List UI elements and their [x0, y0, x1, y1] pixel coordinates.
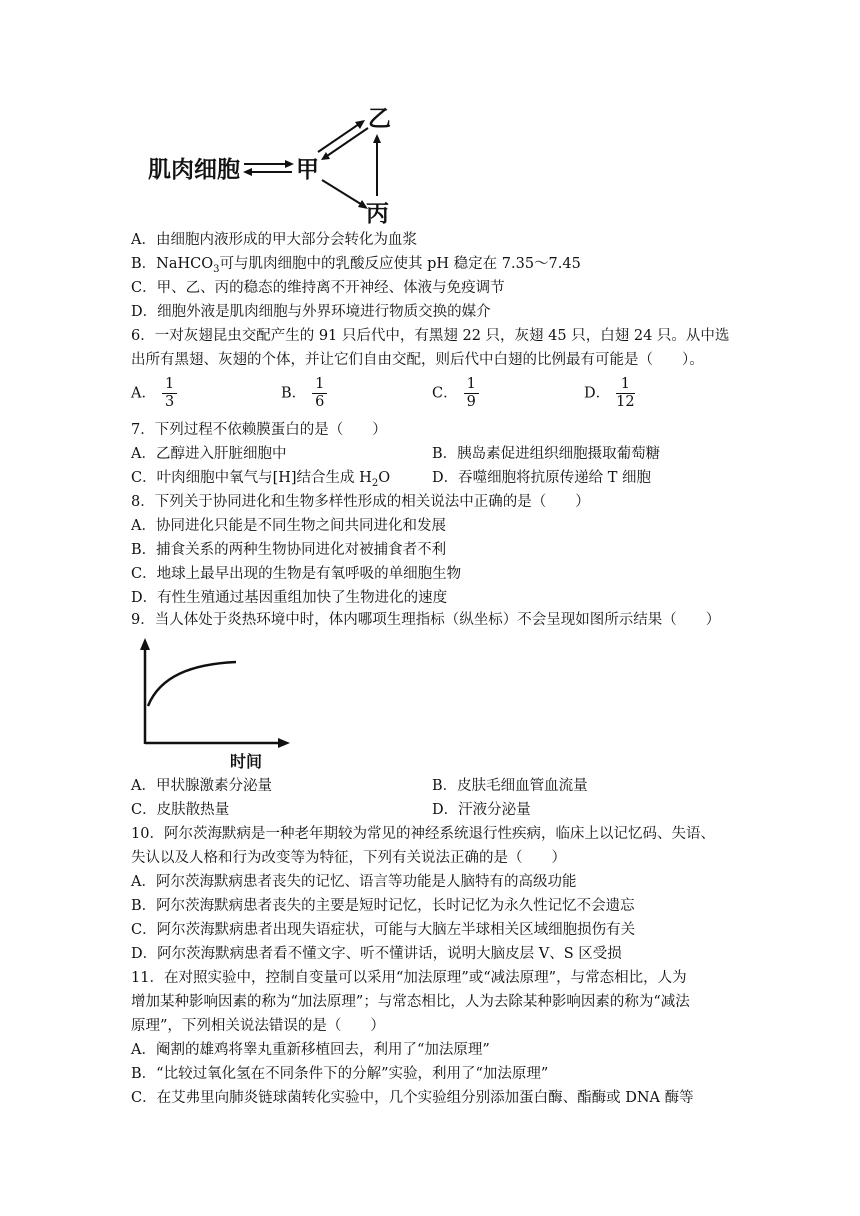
- q7-stem: 7．下列过程不依赖膜蛋白的是（ ）: [131, 422, 387, 438]
- q6-option-b-den: 6: [315, 394, 325, 410]
- q11-stem-line3: 原理”，下列相关说法错误的是（ ）: [131, 1018, 385, 1034]
- body-fluid-diagram: [140, 100, 410, 230]
- q7-option-c-sub: 2: [371, 477, 379, 489]
- q5-option-a: A．由细胞内液形成的甲大部分会转化为血浆: [131, 232, 417, 248]
- bing-label: 丙: [366, 201, 389, 227]
- q7-option-a: A．乙醇进入肝脏细胞中: [131, 446, 287, 462]
- q9-option-a: A．甲状腺激素分泌量: [131, 778, 272, 794]
- arrow-jia-to-yi-head: [355, 120, 365, 129]
- q6-option-c: [432, 376, 479, 411]
- q11-option-c: C．在艾弗里向肺炎链球菌转化实验中，几个实验组分别添加蛋白酶、酯酶或 DNA 酶等: [131, 1090, 694, 1106]
- q9-option-d: D．汗液分泌量: [432, 802, 531, 818]
- q9-curve: [148, 662, 236, 706]
- q8-option-d: D．有性生殖通过基因重组加快了生物进化的速度: [131, 590, 448, 606]
- q10-option-d: D．阿尔茨海默病患者看不懂文字、听不懂讲话，说明大脑皮层 V、S 区受损: [131, 946, 622, 962]
- q6-option-b-fraction: [312, 376, 327, 411]
- q7-option-c-part1: C．叶肉细胞中氧气与[H]结合生成 H: [131, 470, 372, 486]
- muscle-cell-label: 肌肉细胞: [148, 157, 240, 183]
- q11-stem-line1: 11．在对照实验中，控制自变量可以采用“加法原理”或“减法原理”，与常态相比，人为: [131, 970, 687, 986]
- q8-stem: 8．下列关于协同进化和生物多样性形成的相关说法中正确的是（ ）: [131, 494, 590, 510]
- q6-option-d-den: 12: [616, 394, 635, 410]
- q6-option-b-label: B．: [281, 385, 307, 402]
- q10-option-a: A．阿尔茨海默病患者丧失的记忆、语言等功能是人脑特有的高级功能: [131, 874, 577, 890]
- q6-option-c-label: C．: [432, 385, 458, 402]
- jia-label: 甲: [296, 157, 319, 183]
- q6-option-c-num: 1: [464, 376, 479, 394]
- q11-option-b: B．“比较过氧化氢在不同条件下的分解”实验，利用了“加法原理”: [131, 1066, 549, 1082]
- arrow-bing-to-yi-head: [373, 134, 381, 143]
- q6-option-a-den: 3: [164, 394, 175, 410]
- arrow-to-jia-head: [285, 160, 294, 168]
- q6-option-d-num: 1: [616, 376, 634, 394]
- q6-option-c-fraction: [464, 376, 479, 411]
- q5-option-b-part2: 可与肌肉细胞中的乳酸反应使其 pH 稳定在 7.35～7.45: [219, 256, 581, 272]
- q9-x-label: 时间: [230, 752, 263, 770]
- q9-x-axis-arrow: [278, 738, 290, 748]
- q6-option-c-den: 9: [466, 394, 476, 410]
- q5-option-d: D．细胞外液是肌肉细胞与外界环境进行物质交换的媒介: [131, 304, 491, 320]
- q7-option-b: B．胰岛素促进组织细胞摄取葡萄糖: [432, 446, 661, 462]
- q6-stem-line2: 出所有黑翅、灰翅的个体，并让它们自由交配，则后代中白翅的比例最有可能是（ ）。: [131, 352, 704, 368]
- q6-option-d-fraction: [616, 376, 634, 411]
- q6-option-b: [281, 376, 327, 411]
- q8-option-a: A．协同进化只能是不同生物之间共同进化和发展: [131, 518, 446, 534]
- q9-y-axis-arrow: [140, 638, 150, 650]
- q10-option-b: B．阿尔茨海默病患者丧失的主要是短时记忆，长时记忆为永久性记忆不会遗忘: [131, 898, 635, 914]
- q8-option-b: B．捕食关系的两种生物协同进化对被捕食者不利: [131, 542, 447, 558]
- q6-option-a-fraction: [162, 376, 177, 411]
- q6-stem-line1: 6．一对灰翅昆虫交配产生的 91 只后代中，有黑翅 22 只，灰翅 45 只，白翅 24 只。从中选: [131, 328, 730, 344]
- q10-stem-line2: 失认以及人格和行为改变等为特征，下列有关说法正确的是（ ）: [131, 850, 566, 866]
- arrow-to-muscle-head: [243, 168, 252, 176]
- q10-option-c: C．阿尔茨海默病患者出现失语症状，可能与大脑左半球相关区域细胞损伤有关: [131, 922, 636, 938]
- q9-graph: [132, 636, 292, 770]
- q5-option-b: [131, 254, 581, 280]
- q8-option-c: C．地球上最早出现的生物是有氧呼吸的单细胞生物: [131, 566, 462, 582]
- arrow-jia-to-bing: [322, 180, 364, 206]
- q9-option-b: B．皮肤毛细血管血流量: [432, 778, 588, 794]
- q6-option-a-label: A．: [131, 385, 156, 402]
- q6-option-d: [584, 376, 635, 411]
- q7-option-c-part2: O: [378, 470, 391, 486]
- yi-label: 乙: [368, 106, 391, 132]
- q5-option-b-part1: B．NaHCO: [131, 256, 214, 272]
- q6-option-d-label: D．: [584, 385, 611, 402]
- q5-option-b-sub: 3: [213, 263, 220, 275]
- q5-option-c: C．甲、乙、丙的稳态的维持离不开神经、体液与免疫调节: [131, 280, 505, 296]
- q11-option-a: A．阉割的雄鸡将睾丸重新移植回去，利用了“加法原理”: [131, 1042, 490, 1058]
- q9-option-c: C．皮肤散热量: [131, 802, 230, 818]
- q10-stem-line1: 10．阿尔茨海默病是一种老年期较为常见的神经系统退行性疾病，临床上以记忆码、失语、: [131, 826, 715, 842]
- q7-option-d: D．吞噬细胞将抗原传递给 T 细胞: [432, 470, 652, 486]
- q9-stem: 9．当人体处于炎热环境中时，体内哪项生理指标（纵坐标）不会呈现如图所示结果（ ）: [131, 612, 721, 628]
- q6-option-a: [131, 376, 177, 411]
- q6-option-b-num: 1: [312, 376, 327, 394]
- q11-stem-line2: 增加某种影响因素的称为“加法原理”；与常态相比，人为去除某种影响因素的称为“减法: [131, 994, 690, 1010]
- q7-option-c: [131, 468, 390, 494]
- q6-option-a-num: 1: [162, 376, 177, 394]
